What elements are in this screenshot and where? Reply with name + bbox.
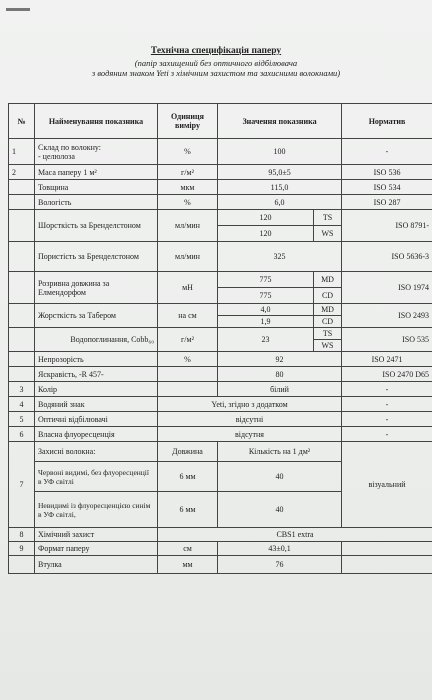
col-no: № (9, 104, 35, 139)
table-row: Невидимі із флуоресценцією синім в УФ світлі, 6 мм 40 (9, 492, 432, 528)
table-row: 4 Водяний знак Yeti, згідно з додатком - (9, 397, 432, 412)
table-row: Розривна довжина за Елмендорфом мН 775 MD ISO 1974 (9, 272, 432, 288)
document-subtitle-2: з водяним знаком Yeti з хімічним захистом та захисними волокнами) (91, 68, 341, 78)
table-row: 1,9 CD (9, 316, 432, 328)
table-row: 775 CD (9, 288, 432, 304)
table-row: Втулка мм 76 (9, 556, 432, 574)
table-row: 3 Колір білий - (9, 382, 432, 397)
table-row: 2 Маса паперу 1 м² г/м² 95,0±5 ISO 536 (9, 165, 432, 180)
table-row: 1 Склад по волокну: - целюлоза % 100 - (9, 139, 432, 165)
document-title: Технічна специфікація паперу (150, 46, 282, 56)
spec-table (8, 103, 432, 574)
table-row: Непрозорість % 92 ISO 2471 (9, 352, 432, 367)
table-row: Червоні видимі, без флуоресценції в УФ світлі 6 мм 40 (9, 462, 432, 492)
table-row: 6 Власна флуоресценція відсутня - (9, 427, 432, 442)
table-row: 9 Формат паперу см 43±0,1 (9, 542, 432, 556)
table-row: 8 Хімічний захист CBS1 extra (9, 528, 432, 542)
table-row: Водопоглинання, Cobb₆₀ г/м² 23 TS ISO 535 (9, 328, 432, 340)
table-row: 120 WS (9, 226, 432, 242)
table-header-row (9, 104, 432, 139)
col-value: Значення показника (218, 104, 342, 139)
document-header (0, 46, 432, 78)
table-row: 7 Захисні волокна: Довжина Кількість на 1 дм² візуальний (9, 442, 432, 462)
col-name: Найменування показника (35, 104, 158, 139)
table-row: Яскравість, -R 457- 80 ISO 2470 D65 (9, 367, 432, 382)
table-row: Вологість % 6,0 ISO 287 (9, 195, 432, 210)
table-row: Жорсткість за Табером на см 4,0 MD ISO 2493 (9, 304, 432, 316)
col-unit: Одиниця виміру (158, 104, 218, 139)
table-row: 5 Оптичні відбілювачі відсутні - (9, 412, 432, 427)
col-norm: Норматив (342, 104, 432, 139)
table-row: Товщина мкм 115,0 ISO 534 (9, 180, 432, 195)
table-row: WS (9, 340, 432, 352)
table-row: Шорсткість за Бренделстоном мл/мин 120 TS ISO 8791- (9, 210, 432, 226)
document-subtitle-1: (папір захищений без оптичного відбілювача (134, 58, 298, 68)
scan-mark (6, 8, 30, 11)
table-row: Пористість за Бренделстоном мл/мин 325 ISO 5636-3 (9, 242, 432, 272)
